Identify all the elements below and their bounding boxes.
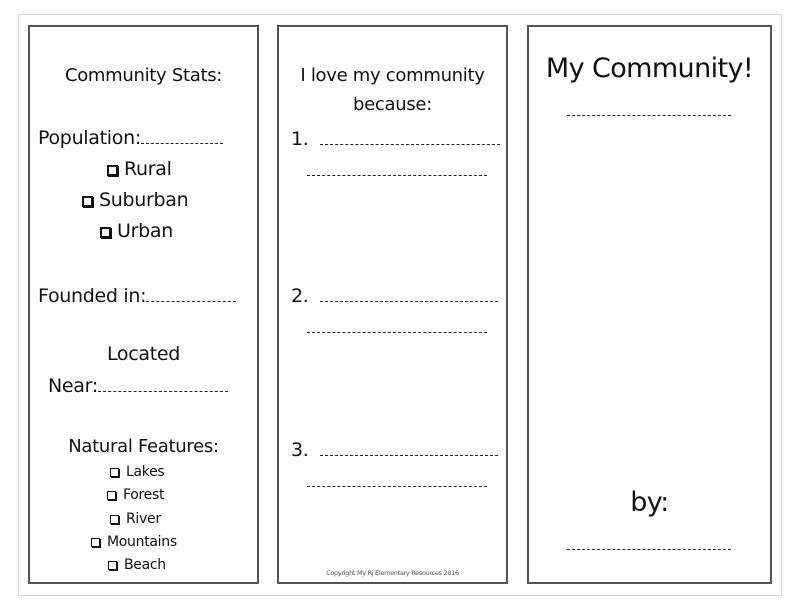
natural-option-label: Lakes <box>126 464 165 480</box>
by-label: by: <box>630 487 669 518</box>
near-blank[interactable] <box>98 377 228 392</box>
population-option-label: Urban <box>117 220 173 242</box>
checkbox-icon[interactable] <box>91 538 100 547</box>
reason-item-2 <box>291 285 498 307</box>
natural-option-label: River <box>126 511 161 527</box>
copyright-text: Copyright My Rj Elementary Resources 2016 <box>326 569 459 577</box>
reason-blank[interactable] <box>307 472 487 487</box>
reason-blank[interactable] <box>307 318 487 333</box>
brochure-sheet <box>18 14 782 596</box>
natural-option-forest[interactable] <box>107 487 164 503</box>
natural-option-beach[interactable] <box>108 557 166 573</box>
located-label: Located <box>106 343 181 365</box>
founded-row <box>38 285 236 307</box>
founded-label: Founded in: <box>38 285 147 307</box>
reason-blank[interactable] <box>320 441 498 456</box>
checkbox-icon[interactable] <box>107 491 116 500</box>
near-label: Near: <box>48 375 98 397</box>
population-option-label: Rural <box>124 158 172 180</box>
natural-option-river[interactable] <box>110 511 161 527</box>
reason-item-1-line2 <box>307 161 487 180</box>
near-row <box>48 375 228 397</box>
population-option-urban[interactable] <box>100 220 173 242</box>
reason-blank[interactable] <box>320 130 500 145</box>
population-option-suburban[interactable] <box>82 189 188 211</box>
community-stats-heading: Community Stats: <box>64 65 223 86</box>
natural-features-heading: Natural Features: <box>68 436 219 457</box>
reasons-heading-line1: I love my community <box>300 65 485 86</box>
cover-title-blank-row <box>567 101 731 120</box>
by-blank-row <box>567 535 731 554</box>
reason-number: 2. <box>291 285 309 307</box>
population-option-label: Suburban <box>99 189 189 211</box>
population-label: Population: <box>38 127 141 149</box>
name-blank[interactable] <box>567 101 731 116</box>
reason-item-3 <box>291 439 498 461</box>
founded-blank[interactable] <box>146 287 236 302</box>
reasons-panel <box>277 25 508 584</box>
population-row <box>38 127 223 149</box>
reason-item-3-line2 <box>307 472 487 491</box>
reasons-heading-line2: because: <box>353 94 432 115</box>
checkbox-icon[interactable] <box>108 561 117 570</box>
author-blank[interactable] <box>567 535 731 550</box>
natural-option-label: Mountains <box>107 534 177 550</box>
checkbox-icon[interactable] <box>82 196 93 207</box>
reason-number: 3. <box>291 439 309 461</box>
reason-blank[interactable] <box>307 161 487 176</box>
natural-option-lakes[interactable] <box>110 464 164 480</box>
reason-number: 1. <box>291 128 309 150</box>
checkbox-icon[interactable] <box>107 165 118 176</box>
checkbox-icon[interactable] <box>110 515 119 524</box>
checkbox-icon[interactable] <box>100 227 111 238</box>
population-blank[interactable] <box>141 129 223 144</box>
community-stats-panel <box>28 25 259 584</box>
population-option-rural[interactable] <box>107 158 172 180</box>
reason-item-1 <box>291 128 500 150</box>
reason-item-2-line2 <box>307 318 487 337</box>
natural-option-label: Beach <box>124 557 166 573</box>
natural-option-label: Forest <box>123 487 165 503</box>
cover-panel <box>527 25 772 584</box>
checkbox-icon[interactable] <box>110 468 119 477</box>
reason-blank[interactable] <box>320 287 498 302</box>
natural-option-mountains[interactable] <box>91 534 177 550</box>
cover-title: My Community! <box>545 53 754 84</box>
